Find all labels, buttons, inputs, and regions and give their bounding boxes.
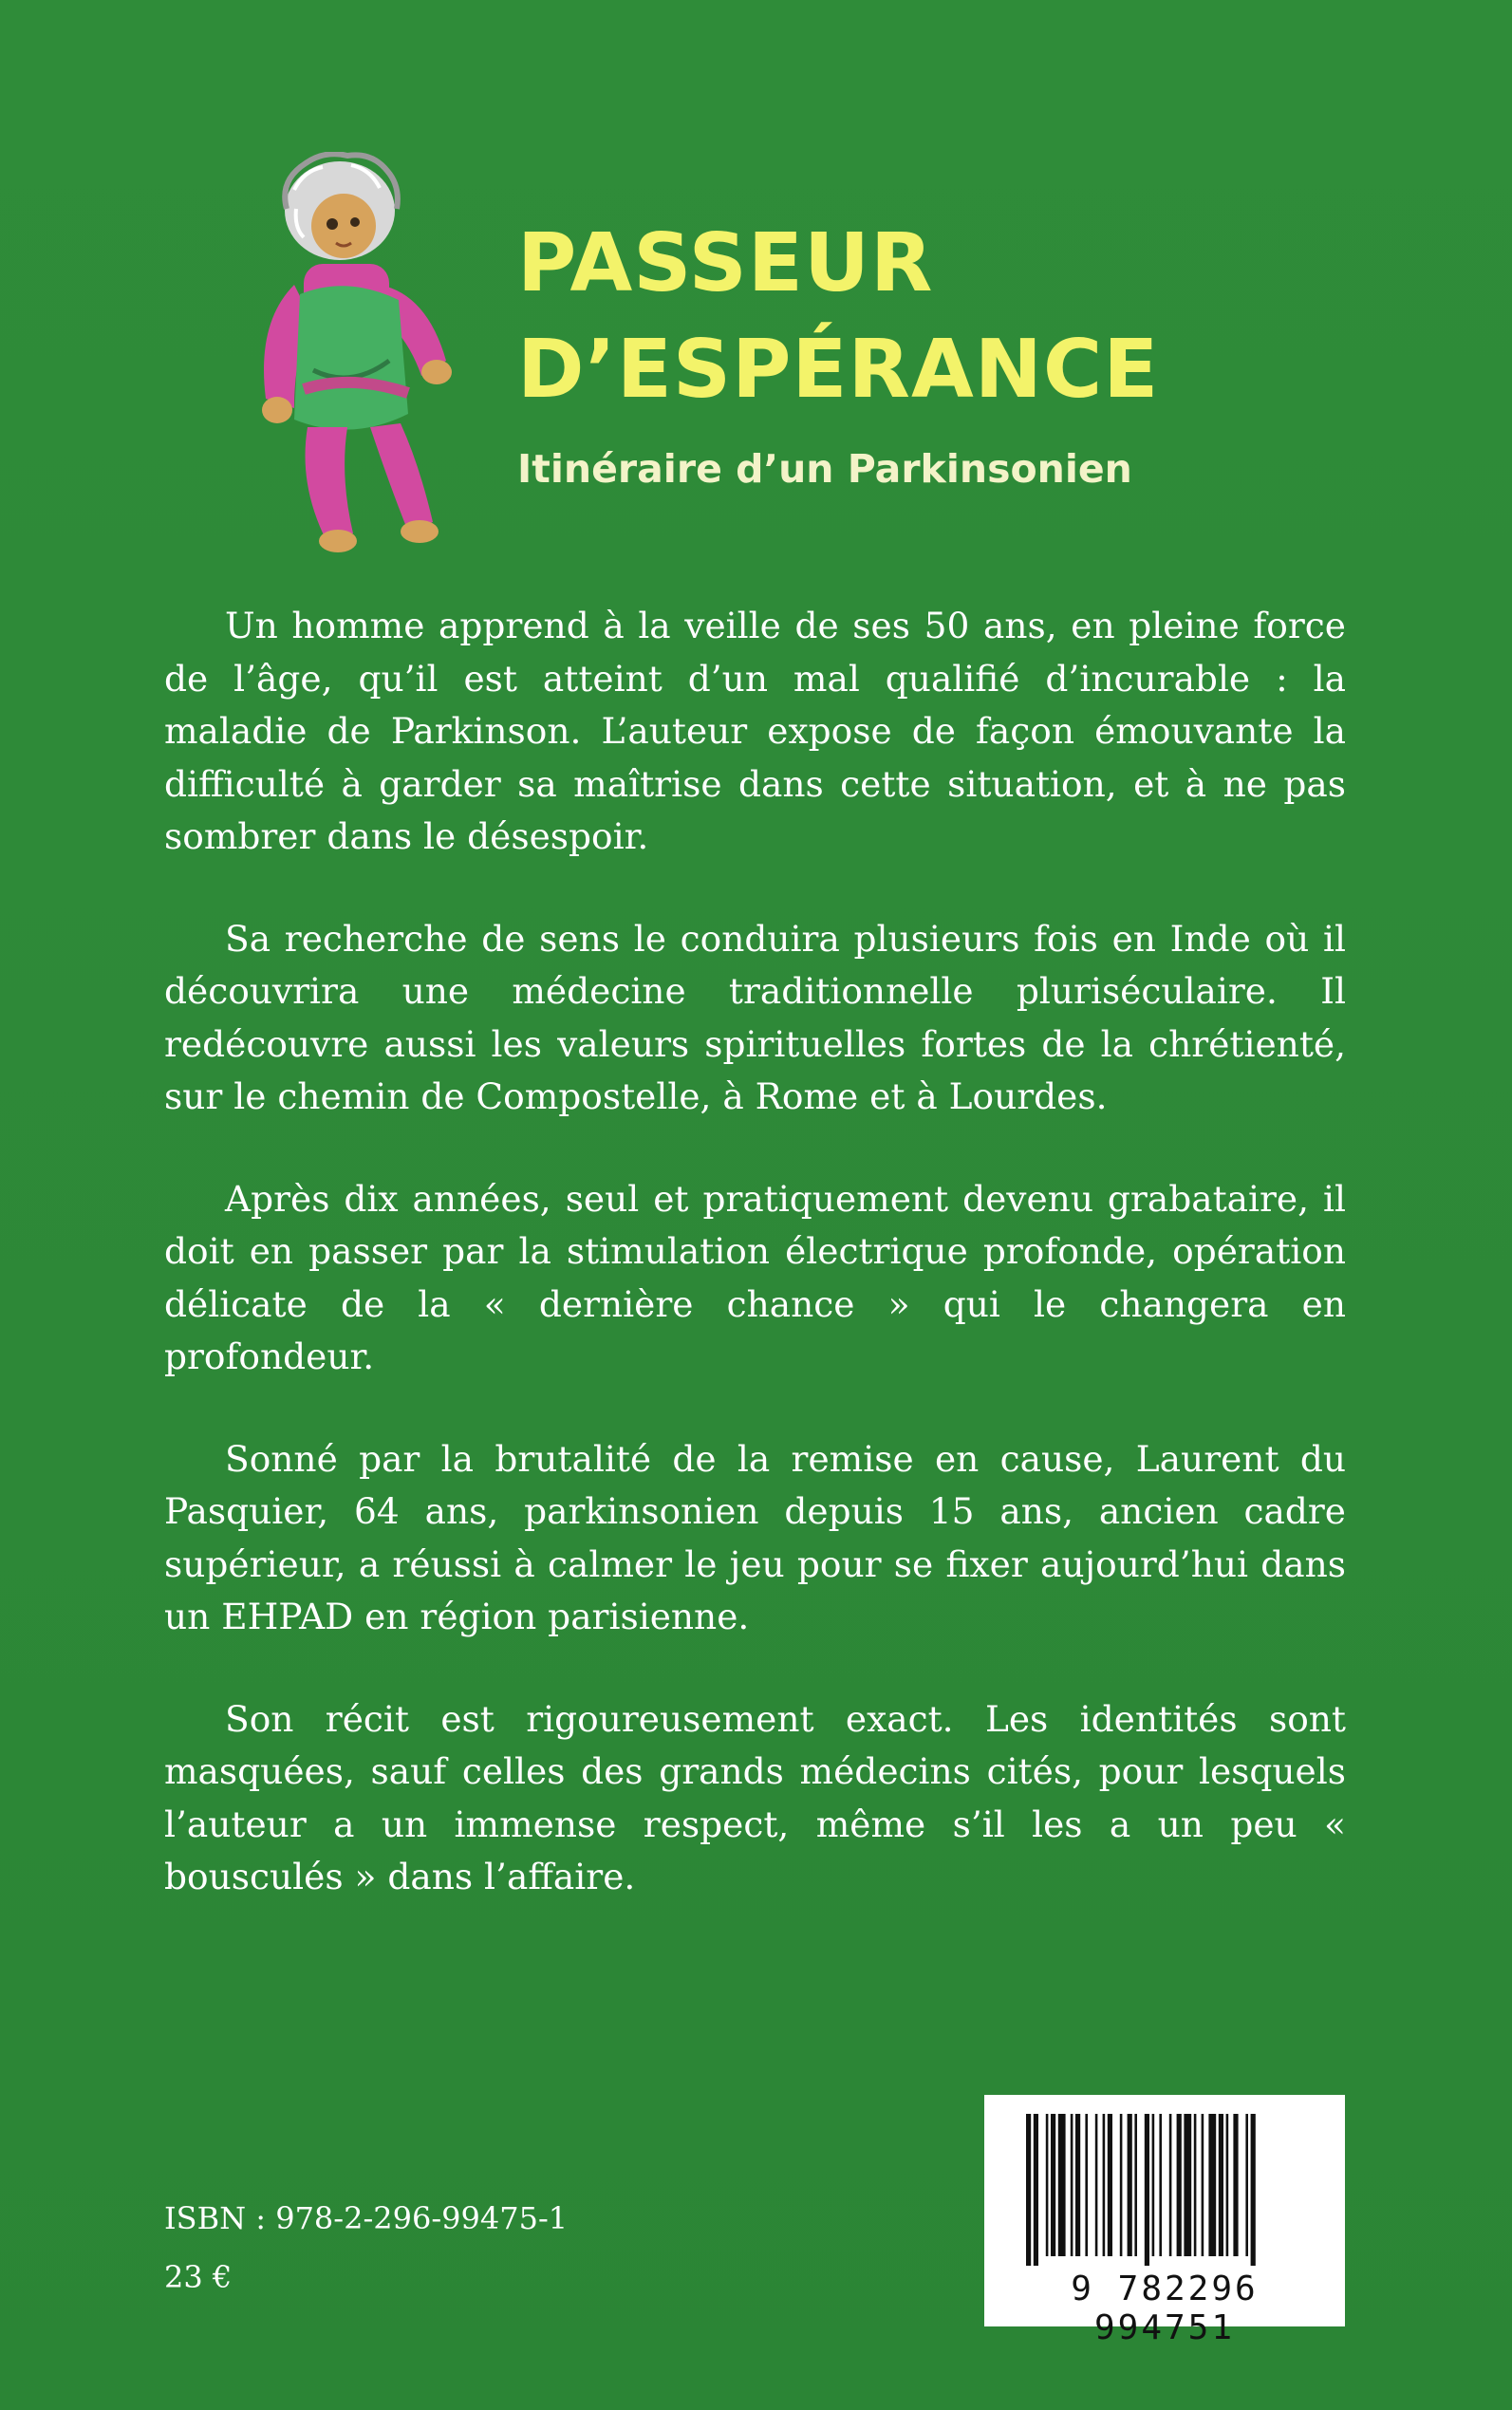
blurb <box>164 600 1346 1953</box>
blurb-paragraph: Après dix années, seul et pratiquement devenu grabataire, il doit en passer par la stimulation électrique profonde, opération délicate de la « dernière chance » qui le changera en profondeur. <box>164 1177 1346 1377</box>
blurb-paragraph: Sonné par la brutalité de la remise en cause, Laurent du Pasquier, 64 ans, parkinsonien depuis 15 ans, ancien cadre supérieur, a réussi à calmer le jeu pour se fixer aujourd’hui dans un EHPAD en région parisienne. <box>164 1437 1346 1637</box>
isbn-label: ISBN : 978-2-296-99475-1 <box>164 2200 569 2236</box>
barcode <box>984 2095 1345 2347</box>
book-title <box>517 211 1159 423</box>
blurb-paragraph: Un homme apprend à la veille de ses 50 ans, en pleine force de l’âge, qu’il est atteint d’un mal qualifié d’incurable : la maladie de Parkinson. L’auteur expose de façon émouvante la difficulté à garder sa maîtrise dans cette situation, et à ne pas sombrer dans le désespoir. <box>164 605 1346 857</box>
blurb-paragraph: Son récit est rigoureusement exact. Les identités sont masquées, sauf celles des grands médecins cités, pour lesquels l’auteur a un immense respect, même s’il les a un peu « bousculés » dans l’affaire. <box>164 1697 1346 1897</box>
barcode-icon <box>1026 2114 1303 2266</box>
book-title-line-1: PASSEUR <box>517 216 934 310</box>
barcode-number: 9 782296 994751 <box>1071 2270 1259 2347</box>
book-title-line-2: D’ESPÉRANCE <box>517 323 1160 417</box>
blurb-paragraph: Sa recherche de sens le conduira plusieurs fois en Inde où il découvrira une médecine traditionnelle pluriséculaire. Il redécouvre aussi les valeurs spirituelles fortes de la chrétienté, sur le chemin de Compostelle, à Rome et à Lourdes. <box>164 917 1346 1117</box>
price-label: 23 € <box>164 2259 233 2295</box>
book-subtitle: Itinéraire d’un Parkinsonien <box>517 446 1132 492</box>
doll-illustration-icon <box>237 152 503 570</box>
